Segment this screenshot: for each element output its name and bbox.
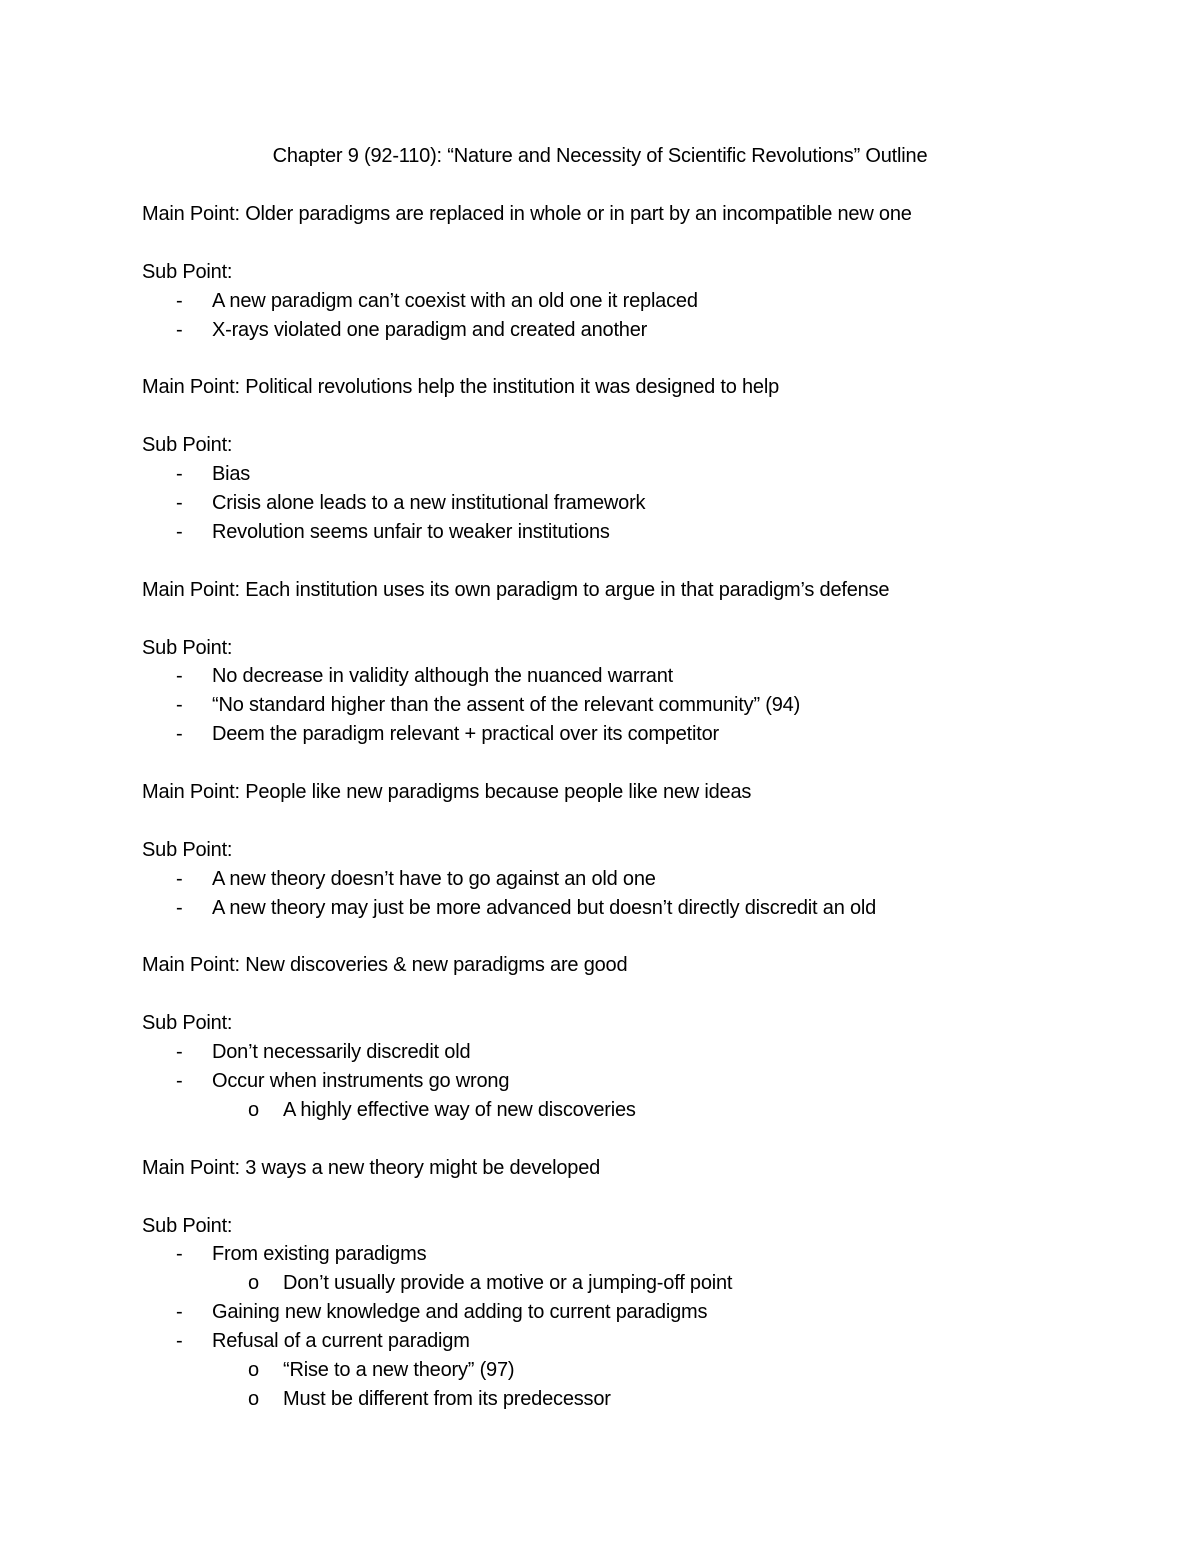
dash-bullet: - — [176, 318, 183, 341]
circle-bullet: o — [248, 1359, 260, 1381]
list-item: Occur when instruments go wrong — [212, 1070, 510, 1092]
dash-bullet: - — [176, 1330, 183, 1353]
list-item: No decrease in validity although the nuanced warrant — [212, 665, 674, 688]
dash-bullet: - — [176, 867, 183, 890]
circle-bullet: o — [248, 1387, 260, 1410]
dash-bullet: - — [176, 694, 183, 717]
main-point: Main Point: Political revolutions help the institution it was designed to help — [142, 376, 779, 399]
dash-bullet: - — [176, 723, 183, 746]
main-point: Main Point: Older paradigms are replaced in whole or in part by an incompatible new one — [142, 203, 912, 225]
dash-bullet: - — [176, 1070, 183, 1092]
list-item: Deem the paradigm relevant + practical over its competitor — [212, 723, 719, 746]
main-point: Main Point: People like new paradigms because people like new ideas — [142, 781, 752, 803]
sub-point-label: Sub Point: — [142, 1012, 233, 1035]
dash-bullet: - — [176, 896, 183, 919]
list-item: Crisis alone leads to a new institutional framework — [212, 492, 646, 514]
main-point: Main Point: New discoveries & new paradigms are good — [142, 954, 628, 977]
sub-point-label: Sub Point: — [142, 434, 233, 457]
sub-point-label: Sub Point: — [142, 1214, 233, 1237]
dash-bullet: - — [176, 463, 183, 486]
main-point: Main Point: 3 ways a new theory might be developed — [142, 1156, 601, 1179]
list-subitem: Must be different from its predecessor — [283, 1387, 611, 1410]
list-item: From existing paradigms — [212, 1243, 427, 1266]
dash-bullet: - — [176, 1301, 183, 1324]
list-item: Gaining new knowledge and adding to current paradigms — [212, 1301, 708, 1324]
sub-point-label: Sub Point: — [142, 636, 233, 659]
list-item: Don’t necessarily discredit old — [212, 1041, 471, 1064]
list-item: Bias — [212, 463, 251, 486]
list-subitem: Don’t usually provide a motive or a jumping-off point — [283, 1272, 733, 1295]
sub-point-label: Sub Point: — [142, 838, 233, 861]
main-point: Main Point: Each institution uses its own paradigm to argue in that paradigm’s defense — [142, 578, 890, 601]
list-subitem: “Rise to a new theory” (97) — [283, 1359, 515, 1381]
list-subitem: A highly effective way of new discoveries — [283, 1098, 636, 1121]
dash-bullet: - — [176, 1041, 183, 1064]
dash-bullet: - — [176, 289, 183, 312]
list-item: Refusal of a current paradigm — [212, 1330, 470, 1353]
list-item: A new paradigm can’t coexist with an old one it replaced — [212, 289, 698, 312]
dash-bullet: - — [176, 520, 183, 543]
dash-bullet: - — [176, 665, 183, 688]
circle-bullet: o — [248, 1272, 260, 1295]
page-title: Chapter 9 (92-110): “Nature and Necessity of Scientific Revolutions” Outline — [272, 145, 928, 167]
dash-bullet: - — [176, 1243, 183, 1266]
dash-bullet: - — [176, 492, 183, 514]
circle-bullet: o — [248, 1098, 260, 1121]
list-item: “No standard higher than the assent of the relevant community” (94) — [212, 694, 801, 717]
sub-point-label: Sub Point: — [142, 260, 233, 283]
list-item: A new theory may just be more advanced but doesn’t directly discredit an old — [212, 896, 877, 919]
list-item: X-rays violated one paradigm and created another — [212, 318, 648, 341]
list-item: Revolution seems unfair to weaker institutions — [212, 520, 610, 543]
list-item: A new theory doesn’t have to go against an old one — [212, 867, 656, 890]
